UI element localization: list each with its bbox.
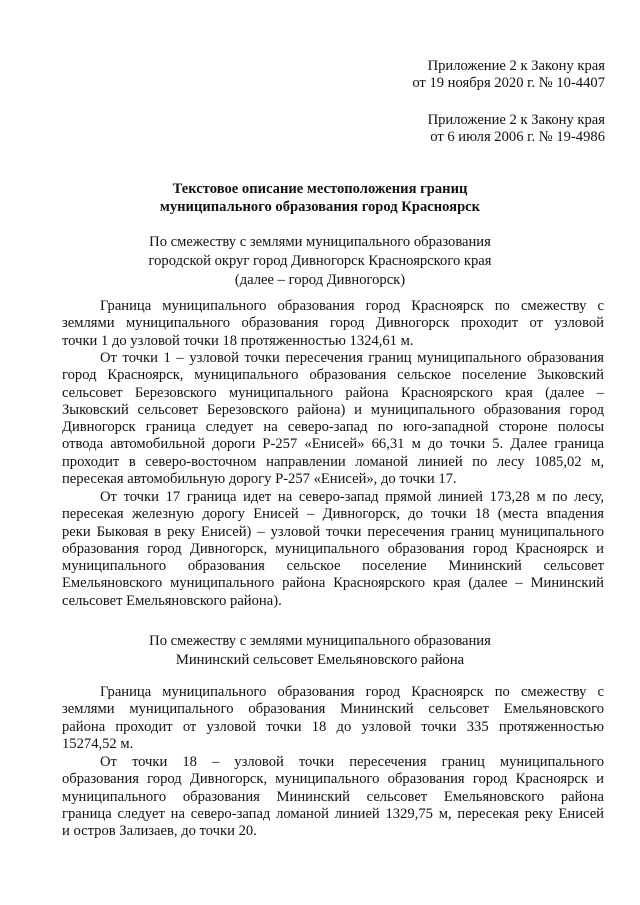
heading-line: По смежеству с землями муниципального образования — [149, 234, 491, 250]
text-line: Зыковский сельсовет Березовского района) и муниципального образования город — [62, 401, 604, 418]
section-1-paragraph-2 — [62, 350, 604, 488]
text-line: землями муниципального образования Мининский сельсовет Емельяновского — [62, 701, 604, 718]
appendix-label: Приложение 2 к Закону края — [427, 58, 605, 74]
text-line: землями муниципального образования город Дивногорск проходит от узловой — [62, 315, 604, 332]
text-line: и остров Зализаев, до точки 20. — [62, 823, 257, 840]
text-line: От точки 1 – узловой точки пересечения границ муниципального образования — [100, 350, 604, 366]
document-title — [60, 180, 580, 216]
text-line: От точки 18 – узловой точки пересечения границ муниципального — [100, 754, 604, 770]
appendix-note-current — [412, 58, 605, 92]
title-line: Текстовое описание местоположения границ — [172, 181, 468, 197]
section-2-paragraph-1 — [62, 684, 604, 753]
appendix-date: от 19 ноября 2020 г. № 10-4407 — [412, 75, 605, 91]
text-line: муниципального образования сельское поселение Мининский сельсовет — [62, 558, 604, 575]
text-line: пересекая автомобильную дорогу Р-257 «Енисей», до точки 17. — [62, 471, 457, 488]
text-line: образования город Дивногорск, муниципального образования город Красноярск и — [62, 540, 604, 557]
text-line: сельсовет Емельяновского района). — [62, 592, 282, 609]
text-line: Дивногорск граница следует на северо-запад по юго-западной стороне полосы — [62, 419, 604, 436]
text-line: От точки 17 граница идет на северо-запад прямой линией 173,28 м по лесу, — [100, 489, 604, 505]
text-line: граница следует на северо-запад ломаной линией 1329,75 м, пересекая реку Енисей — [62, 805, 604, 822]
appendix-label: Приложение 2 к Закону края — [427, 112, 605, 128]
text-line: точки 1 до узловой точки 18 протяженностью 1324,61 м. — [62, 332, 414, 349]
text-line: района проходит от узловой точки 18 до узловой точки 335 протяженностью — [62, 718, 604, 735]
heading-line: городской округ город Дивногорск Красноярского края — [148, 253, 492, 269]
heading-line: (далее – город Дивногорск) — [234, 272, 406, 288]
text-line: сельсовет Березовского муниципального района Красноярского края (далее – — [62, 384, 604, 401]
text-line: Емельяновского муниципального района Красноярского края (далее – Мининский — [62, 575, 604, 592]
text-line: город Красноярск, муниципального образования сельское поселение Зыковский — [62, 367, 604, 384]
text-line: реки Быковая в реку Енисей) – узловой точки пересечения границ муниципального — [62, 523, 604, 540]
text-line: 15274,52 м. — [62, 735, 134, 752]
section-2-paragraph-2 — [62, 754, 604, 840]
text-line: образования город Дивногорск, муниципального образования город Красноярск и — [62, 771, 604, 788]
section-1-paragraph-3 — [62, 489, 604, 610]
section-1-paragraph-1 — [62, 298, 604, 350]
heading-line: Мининский сельсовет Емельяновского района — [175, 652, 465, 668]
title-line: муниципального образования город Красноярск — [159, 199, 481, 215]
text-line: Граница муниципального образования город Красноярск по смежеству с — [100, 298, 604, 314]
text-line: Граница муниципального образования город Красноярск по смежеству с — [100, 684, 604, 700]
section-2-heading — [60, 632, 580, 670]
text-line: муниципального образования Мининский сельсовет Емельяновского района — [62, 788, 604, 805]
text-line: проходит в северо-восточном направлении ломаной линией по лесу 1085,02 м, — [62, 453, 604, 470]
appendix-date: от 6 июля 2006 г. № 19-4986 — [430, 129, 605, 145]
text-line: пересекая железную дорогу Енисей – Дивногорск, до точки 18 (места впадения — [62, 506, 604, 523]
appendix-note-original — [428, 112, 605, 146]
heading-line: По смежеству с землями муниципального образования — [149, 633, 491, 649]
section-1-heading — [60, 233, 580, 290]
text-line: отвода автомобильной дороги Р-257 «Енисей» 66,31 м до точки 5. Далее граница — [62, 436, 604, 453]
